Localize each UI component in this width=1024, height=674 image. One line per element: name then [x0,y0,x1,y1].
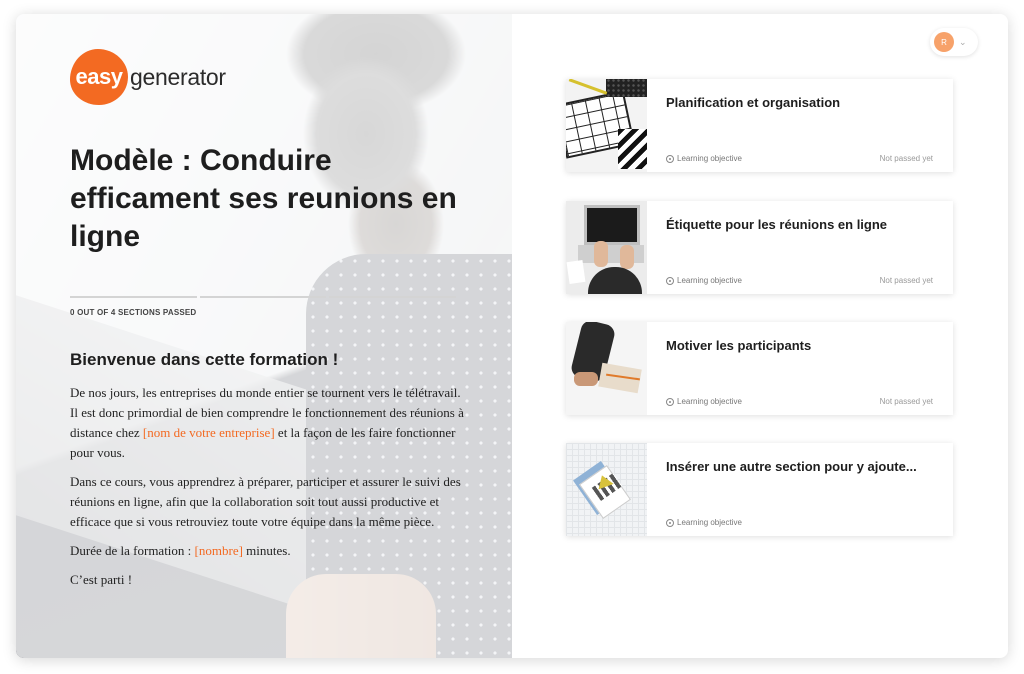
section-title: Planification et organisation [666,95,841,110]
section-status: Not passed yet [879,397,933,406]
avatar: R [934,32,954,52]
sections-progress-bar [70,296,456,298]
progress-segment [70,296,197,298]
duration-paragraph: Durée de la formation : [nombre] minutes. [70,543,291,558]
target-icon [666,277,674,285]
section-status: Not passed yet [879,154,933,163]
easygenerator-logo[interactable] [70,49,226,105]
section-thumbnail [566,79,647,172]
section-card-etiquette[interactable] [566,201,953,294]
section-thumbnail [566,201,647,294]
intro-paragraph: De nos jours, les entreprises du monde entier se tournent vers le télétravail. Il est donc primordial de bien comprendre le fonctionnement des réunions à distance chez [nom de votre entreprise] et la façon de les faire fonctionner pour vous. [70,385,464,460]
section-thumbnail [566,443,647,536]
section-card-inserer[interactable] [566,443,953,536]
intro-paragraph: C’est parti ! [70,572,133,587]
section-title: Étiquette pour les réunions en ligne [666,217,888,232]
intro-paragraph: Dans ce cours, vous apprendrez à préparer, participer et assurer le suivi des réunions en ligne, afin que la collaboration soit tout aussi productive et efficace que si vous retrouviez toute votre équipe dans la même pièce. [70,474,461,529]
section-type: Learning objective [666,397,742,406]
logo-text: generator [130,63,226,90]
target-icon [666,155,674,163]
logo-mark: easy [70,49,128,105]
section-status: Not passed yet [879,276,933,285]
chevron-down-icon: ⌄ [959,36,967,47]
section-card-motiver[interactable] [566,322,953,415]
welcome-heading: Bienvenue dans cette formation ! [70,350,339,369]
progress-segment [200,296,327,298]
course-intro-panel [16,14,512,658]
progress-segment [329,296,456,298]
section-card-planification[interactable] [566,79,953,172]
progress-label: 0 OUT OF 4 SECTIONS PASSED [70,308,197,317]
user-menu-button[interactable] [930,28,978,56]
section-type: Learning objective [666,154,742,163]
placeholder-duration: [nombre] [194,543,243,558]
target-icon [666,398,674,406]
section-type: Learning objective [666,276,742,285]
section-title: Insérer une autre section pour y ajoute... [666,459,917,474]
section-thumbnail [566,322,647,415]
section-type: Learning objective [666,518,742,527]
intro-text [70,383,465,599]
target-icon [666,519,674,527]
course-title: Modèle : Conduire efficament ses reunions en ligne [70,144,457,253]
section-title: Motiver les participants [666,338,812,353]
placeholder-company-name: [nom de votre entreprise] [142,425,275,440]
